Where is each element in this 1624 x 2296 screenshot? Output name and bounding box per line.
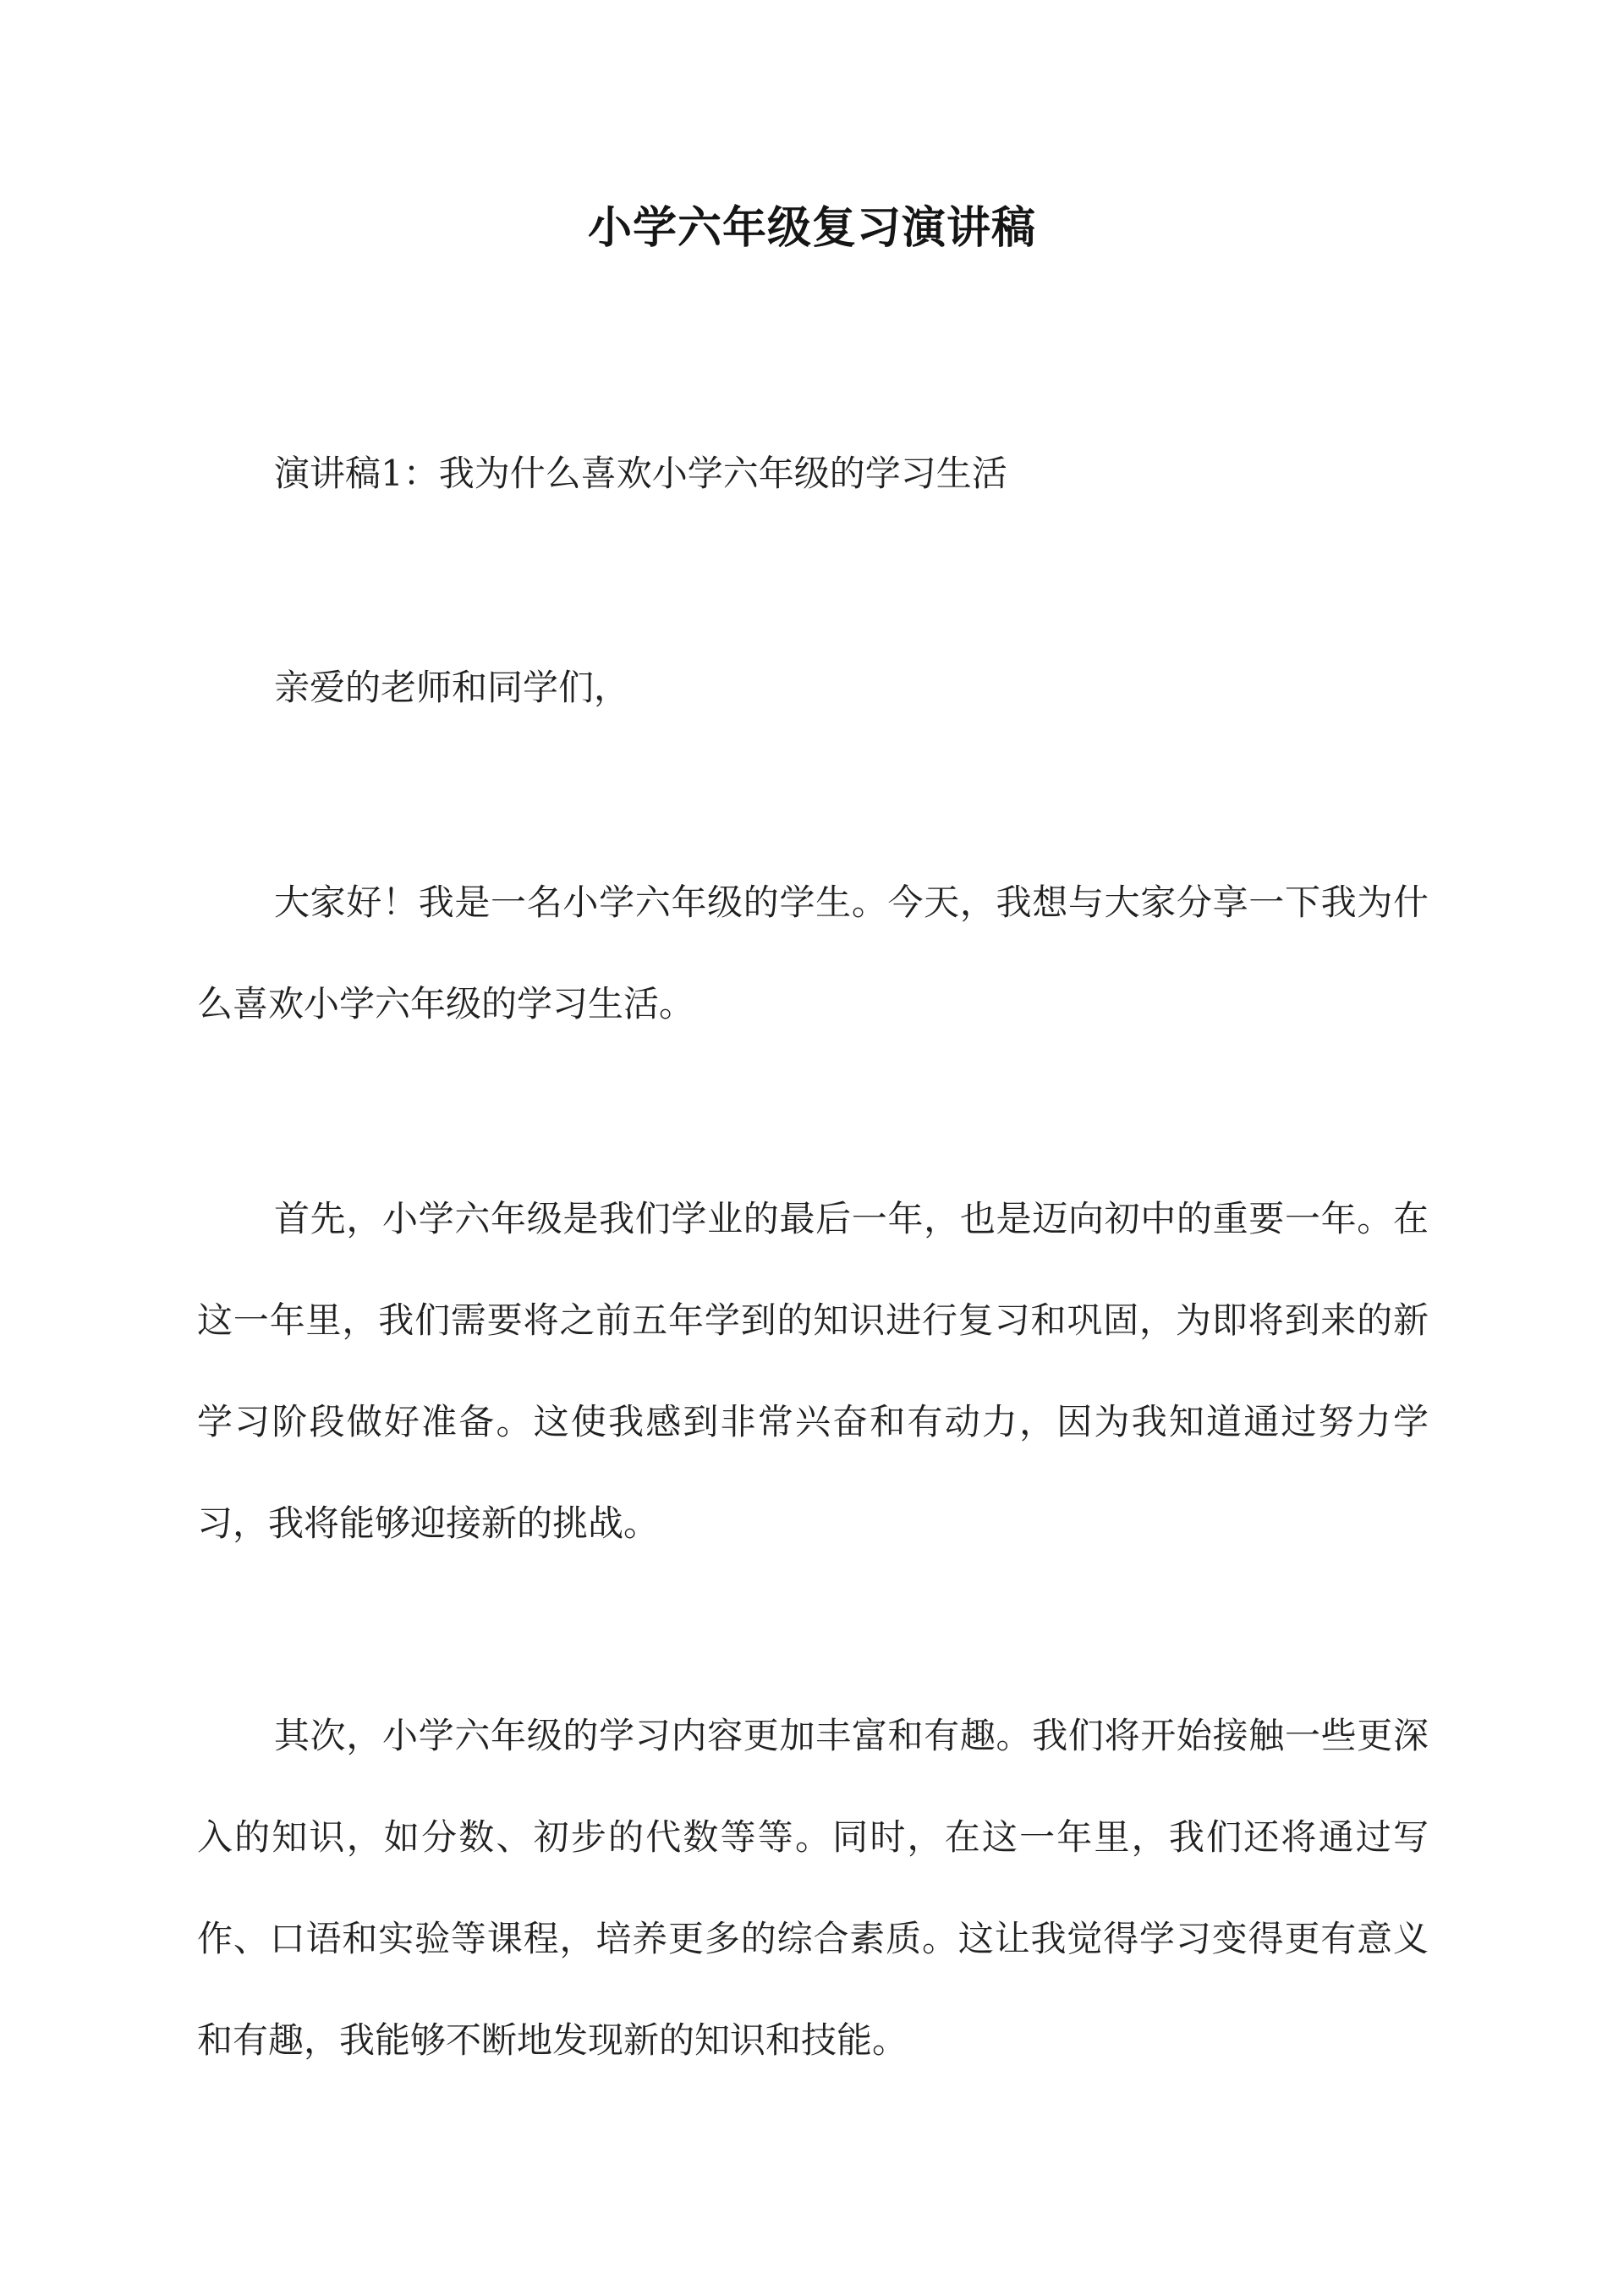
speech-heading: 演讲稿1：我为什么喜欢小学六年级的学习生活 (274, 453, 1007, 494)
paragraph-greeting: 大家好！我是一名小学六年级的学生。今天，我想与大家分享一下我为什么喜欢小学六年级的学习生活。 (197, 882, 1429, 1024)
salutation: 亲爱的老师和同学们， (274, 667, 630, 708)
paragraph-first-reason: 首先，小学六年级是我们学业的最后一年，也是迈向初中的重要一年。在这一年里，我们需要将之前五年学到的知识进行复习和巩固，为即将到来的新学习阶段做好准备。这使我感到非常兴奋和有动力，因为我知道通过努力学习，我将能够迎接新的挑战。 (197, 1198, 1429, 1544)
document-title: 小学六年级复习演讲稿 (587, 202, 1036, 254)
paragraph-second-reason: 其次，小学六年级的学习内容更加丰富和有趣。我们将开始接触一些更深入的知识，如分数、初步的代数等等。同时，在这一年里，我们还将通过写作、口语和实验等课程，培养更多的综合素质。这让我觉得学习变得更有意义和有趣，我能够不断地发现新的知识和技能。 (197, 1715, 1429, 2061)
